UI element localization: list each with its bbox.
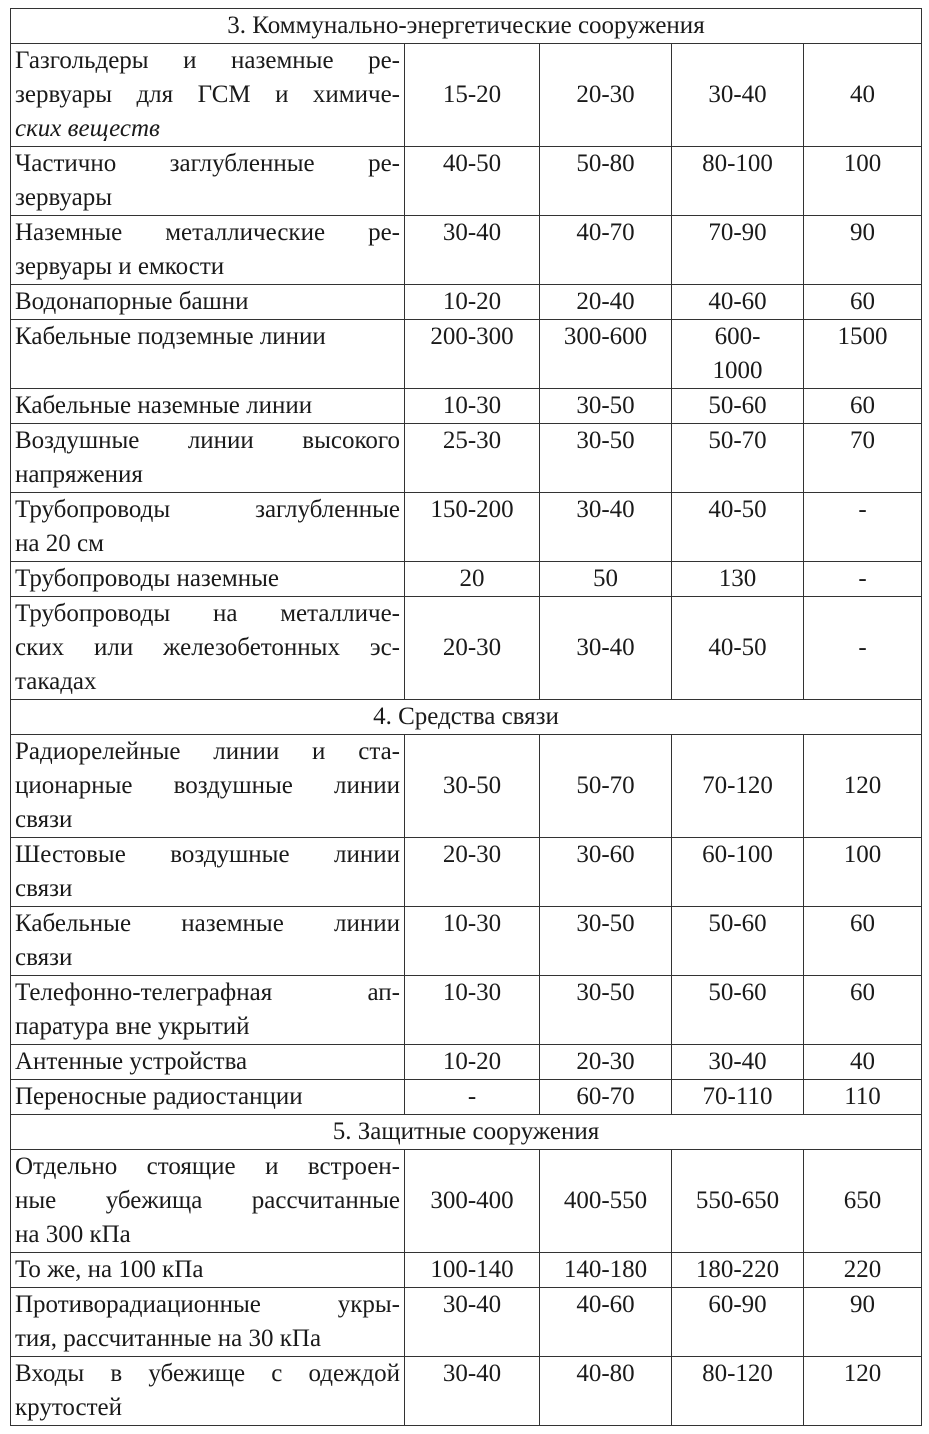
value-cell: 220 bbox=[804, 1253, 922, 1288]
value-cell: 10-20 bbox=[405, 1045, 540, 1080]
value-cell: 10-30 bbox=[405, 907, 540, 976]
row-label-line: Трубопроводы наземные bbox=[15, 565, 279, 592]
value-cell: 50-70 bbox=[672, 424, 804, 493]
table-row bbox=[11, 1045, 922, 1080]
row-label-line: такадах bbox=[15, 668, 97, 695]
value-cell: 40-50 bbox=[405, 147, 540, 216]
value-cell: 140-180 bbox=[540, 1253, 672, 1288]
section-title: 3. Коммунально-энергетические сооружения bbox=[11, 9, 922, 44]
row-label bbox=[11, 1150, 405, 1253]
row-label bbox=[11, 1045, 405, 1080]
value-cell: 30-50 bbox=[405, 735, 540, 838]
row-label bbox=[11, 424, 405, 493]
row-label bbox=[11, 147, 405, 216]
value-cell: - bbox=[804, 493, 922, 562]
row-label bbox=[11, 1253, 405, 1288]
table-row bbox=[11, 285, 922, 320]
value-cell: 40-60 bbox=[540, 1288, 672, 1357]
table-row bbox=[11, 838, 922, 907]
table-row bbox=[11, 493, 922, 562]
value-cell: 10-30 bbox=[405, 389, 540, 424]
value-cell: 400-550 bbox=[540, 1150, 672, 1253]
value-cell bbox=[672, 320, 804, 389]
row-label bbox=[11, 285, 405, 320]
table-row bbox=[11, 1357, 922, 1426]
value-cell: 90 bbox=[804, 1288, 922, 1357]
row-label bbox=[11, 320, 405, 389]
value-cell: 120 bbox=[804, 735, 922, 838]
value-cell: 50-60 bbox=[672, 907, 804, 976]
value-cell: 70-90 bbox=[672, 216, 804, 285]
row-label bbox=[11, 1080, 405, 1115]
row-label-line: тия, рассчитанные на 30 кПа bbox=[15, 1325, 322, 1352]
row-label-line: Шестовые воздушные линии bbox=[15, 841, 400, 868]
table-row bbox=[11, 216, 922, 285]
value-cell: 100 bbox=[804, 147, 922, 216]
value-cell: 40-60 bbox=[672, 285, 804, 320]
value-cell: 40-70 bbox=[540, 216, 672, 285]
section-header-row bbox=[11, 700, 922, 735]
row-label-line: на 20 см bbox=[15, 530, 104, 557]
section-title: 4. Средства связи bbox=[11, 700, 922, 735]
value-cell: 20 bbox=[405, 562, 540, 597]
table-row bbox=[11, 1080, 922, 1115]
table-row bbox=[11, 320, 922, 389]
value-cell: 50-60 bbox=[672, 976, 804, 1045]
table-row bbox=[11, 907, 922, 976]
value-cell: 30-50 bbox=[540, 976, 672, 1045]
value-cell: 20-30 bbox=[540, 44, 672, 147]
row-label-line: Радиорелейные линии и ста- bbox=[15, 738, 400, 765]
value-cell: 20-30 bbox=[405, 597, 540, 700]
value-cell: 50-60 bbox=[672, 389, 804, 424]
row-label-line: напряжения bbox=[15, 461, 143, 488]
value-cell: 550-650 bbox=[672, 1150, 804, 1253]
row-label bbox=[11, 838, 405, 907]
value-cell: 60-90 bbox=[672, 1288, 804, 1357]
value-cell: 130 bbox=[672, 562, 804, 597]
row-label-line: Кабельные наземные линии bbox=[15, 392, 313, 419]
table-row bbox=[11, 1150, 922, 1253]
row-label-line: зервуары и емкости bbox=[15, 253, 225, 280]
row-label-line: Трубопроводы на металличе- bbox=[15, 600, 400, 627]
row-label-line: Наземные металлические ре- bbox=[15, 219, 400, 246]
section-title: 5. Защитные сооружения bbox=[11, 1115, 922, 1150]
value-cell: 30-50 bbox=[540, 389, 672, 424]
row-label-line: Газгольдеры и наземные ре- bbox=[15, 47, 400, 74]
value-line: 1000 bbox=[712, 357, 763, 384]
value-cell: 180-220 bbox=[672, 1253, 804, 1288]
row-label bbox=[11, 1357, 405, 1426]
value-cell: 60 bbox=[804, 907, 922, 976]
row-label-line: Телефонно-телеграфная ап- bbox=[15, 979, 400, 1006]
value-cell: 40 bbox=[804, 1045, 922, 1080]
value-cell: 30-50 bbox=[540, 907, 672, 976]
value-cell: 30-40 bbox=[405, 1288, 540, 1357]
value-cell: 15-20 bbox=[405, 44, 540, 147]
value-cell: 650 bbox=[804, 1150, 922, 1253]
value-cell: 100-140 bbox=[405, 1253, 540, 1288]
value-cell: 40-80 bbox=[540, 1357, 672, 1426]
value-cell: - bbox=[804, 597, 922, 700]
value-cell: 70-110 bbox=[672, 1080, 804, 1115]
value-cell: 20-30 bbox=[405, 838, 540, 907]
value-cell: 80-100 bbox=[672, 147, 804, 216]
row-label-line: Кабельные наземные линии bbox=[15, 910, 400, 937]
row-label bbox=[11, 389, 405, 424]
table-row bbox=[11, 1288, 922, 1357]
table-row bbox=[11, 424, 922, 493]
row-label-line: Частично заглубленные ре- bbox=[15, 150, 400, 177]
value-cell: 10-20 bbox=[405, 285, 540, 320]
row-label-line: ских или железобетонных эс- bbox=[15, 634, 400, 661]
row-label-line: Переносные радиостанции bbox=[15, 1083, 303, 1110]
row-label-line: крутостей bbox=[15, 1394, 123, 1421]
value-cell: 150-200 bbox=[405, 493, 540, 562]
row-label bbox=[11, 735, 405, 838]
value-cell: 60 bbox=[804, 976, 922, 1045]
value-cell: 90 bbox=[804, 216, 922, 285]
row-label bbox=[11, 1288, 405, 1357]
row-label-line: Отдельно стоящие и встроен- bbox=[15, 1153, 400, 1180]
row-label-line: Воздушные линии высокого bbox=[15, 427, 400, 454]
value-cell: 30-40 bbox=[672, 44, 804, 147]
value-cell: 70 bbox=[804, 424, 922, 493]
value-cell: 30-40 bbox=[672, 1045, 804, 1080]
value-cell: 80-120 bbox=[672, 1357, 804, 1426]
value-cell: 200-300 bbox=[405, 320, 540, 389]
value-cell: 50-70 bbox=[540, 735, 672, 838]
value-cell: 300-600 bbox=[540, 320, 672, 389]
section-header-row bbox=[11, 9, 922, 44]
table-row bbox=[11, 976, 922, 1045]
row-label-line: Входы в убежище с одеждой bbox=[15, 1360, 400, 1387]
section-header-row bbox=[11, 1115, 922, 1150]
table-row bbox=[11, 735, 922, 838]
row-label-line: ционарные воздушные линии bbox=[15, 772, 400, 799]
pressure-table bbox=[10, 8, 922, 1426]
row-label-line: То же, на 100 кПа bbox=[15, 1256, 204, 1283]
value-cell: 30-40 bbox=[540, 493, 672, 562]
value-cell: 110 bbox=[804, 1080, 922, 1115]
value-cell: 10-30 bbox=[405, 976, 540, 1045]
value-cell: 30-40 bbox=[540, 597, 672, 700]
table-row bbox=[11, 562, 922, 597]
value-cell: 40-50 bbox=[672, 597, 804, 700]
value-cell: 60-70 bbox=[540, 1080, 672, 1115]
value-line: 600- bbox=[714, 323, 761, 350]
value-cell: 40 bbox=[804, 44, 922, 147]
row-label-line: Водонапорные башни bbox=[15, 288, 249, 315]
row-label-line: Трубопроводы заглубленные bbox=[15, 496, 400, 523]
value-cell: 20-30 bbox=[540, 1045, 672, 1080]
table-row bbox=[11, 147, 922, 216]
row-label-line: на 300 кПа bbox=[15, 1221, 131, 1248]
row-label-line: Кабельные подземные линии bbox=[15, 323, 326, 350]
value-cell: 25-30 bbox=[405, 424, 540, 493]
value-cell: 100 bbox=[804, 838, 922, 907]
table-row bbox=[11, 597, 922, 700]
table-row bbox=[11, 44, 922, 147]
row-label-line: связи bbox=[15, 806, 73, 833]
value-cell: 1500 bbox=[804, 320, 922, 389]
row-label-line: связи bbox=[15, 944, 73, 971]
value-cell: 60-100 bbox=[672, 838, 804, 907]
value-cell: 20-40 bbox=[540, 285, 672, 320]
value-cell: 30-40 bbox=[405, 1357, 540, 1426]
table-row bbox=[11, 389, 922, 424]
value-cell: 50 bbox=[540, 562, 672, 597]
value-cell: 30-50 bbox=[540, 424, 672, 493]
table-row bbox=[11, 1253, 922, 1288]
row-label bbox=[11, 216, 405, 285]
row-label-line: зервуары bbox=[15, 184, 112, 211]
value-cell: - bbox=[804, 562, 922, 597]
row-label bbox=[11, 493, 405, 562]
row-label bbox=[11, 976, 405, 1045]
row-label-line: Противорадиационные укры- bbox=[15, 1291, 400, 1318]
value-cell: 60 bbox=[804, 389, 922, 424]
row-label-line: ные убежища рассчитанные bbox=[15, 1187, 400, 1214]
row-label-line: паратура вне укрытий bbox=[15, 1013, 250, 1040]
row-label bbox=[11, 597, 405, 700]
value-cell: 40-50 bbox=[672, 493, 804, 562]
value-cell: 30-40 bbox=[405, 216, 540, 285]
row-label-line: ских веществ bbox=[15, 115, 160, 142]
row-label-line: Антенные устройства bbox=[15, 1048, 248, 1075]
row-label-line: зервуары для ГСМ и химиче- bbox=[15, 81, 400, 108]
value-cell: 70-120 bbox=[672, 735, 804, 838]
value-cell: 50-80 bbox=[540, 147, 672, 216]
row-label bbox=[11, 562, 405, 597]
row-label-line: связи bbox=[15, 875, 73, 902]
value-cell: 120 bbox=[804, 1357, 922, 1426]
value-cell: 30-60 bbox=[540, 838, 672, 907]
value-cell: 300-400 bbox=[405, 1150, 540, 1253]
value-cell: 60 bbox=[804, 285, 922, 320]
row-label bbox=[11, 907, 405, 976]
row-label bbox=[11, 44, 405, 147]
value-cell: - bbox=[405, 1080, 540, 1115]
